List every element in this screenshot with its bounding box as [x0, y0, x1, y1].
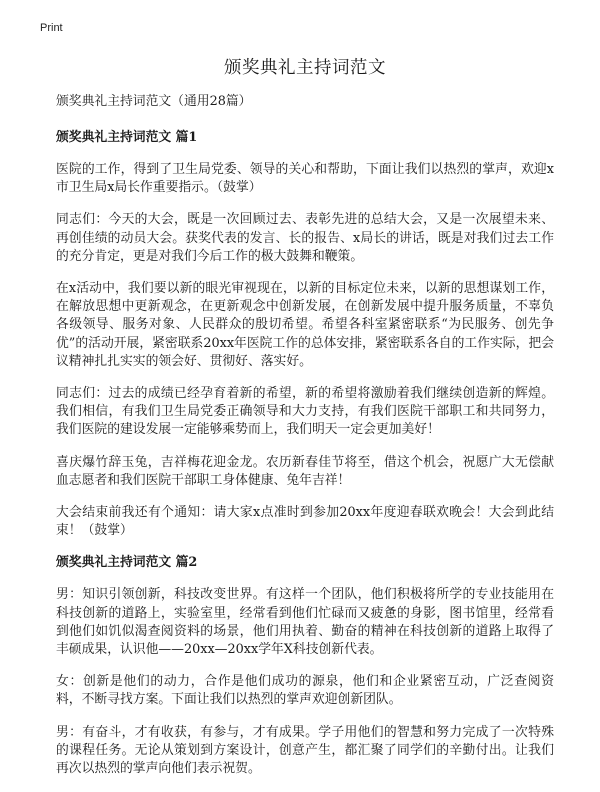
paragraph: 在x活动中，我们要以新的眼光审视现在，以新的目标定位未来，以新的思想谋划工作，在解放思想中更新观念，在更新观念中创新发展，在创新发展中提升服务质量，不辜负各级领导、服务对象、人民群众的殷切希望。希望各科室紧密联系“为民服务、创先争优”的活动开展，紧密联系20xx年医院工作的总体安排，紧密联系各自的工作实际，把会议精神扎扎实实的领会好、贯彻好、落实好。: [56, 281, 554, 369]
document-title: 颁奖典礼主持词范文: [224, 58, 386, 78]
paragraph: 同志们：过去的成绩已经孕育着新的希望，新的希望将激励着我们继续创造新的辉煌。我们相信，有我们卫生局党委正确领导和大力支持，有我们医院干部职工和共同努力，我们医院的建设发展一定能够乘势而上，我们明天一定会更加美好！: [56, 386, 554, 438]
paragraph: 大会结束前我还有个通知：请大家x点准时到参加20xx年度迎春联欢晚会！大会到此结束！（鼓掌）: [56, 505, 554, 539]
section-heading-1: 颁奖典礼主持词范文 篇1: [56, 130, 198, 145]
paragraph: 女：创新是他们的动力，合作是他们成功的源泉，他们和企业紧密互动，广泛查阅资料，不断寻找方案。下面让我们以热烈的掌声欢迎创新团队。: [56, 674, 554, 708]
paragraph: 医院的工作，得到了卫生局党委、领导的关心和帮助，下面让我们以热烈的掌声，欢迎x市卫生局x局长作重要指示。（鼓掌）: [56, 162, 554, 196]
paragraph: 男：知识引领创新，科技改变世界。有这样一个团队，他们积极将所学的专业技能用在科技创新的道路上，实验室里，经常看到他们忙碌而又疲惫的身影，图书馆里，经常看到他们如饥似渴查阅资料的场景，他们用执着、勤奋的精神在科技创新的道路上取得了丰硕成果，认识他——20xx—20xx学年X科技创新代表。: [56, 587, 554, 658]
print-link[interactable]: Print: [40, 22, 63, 34]
document-body: [56, 48, 554, 792]
paragraph: 喜庆爆竹辞玉兔，吉祥梅花迎金龙。农历新春佳节将至，借这个机会，祝愿广大无偿献血志愿者和我们医院干部职工身体健康、兔年吉祥！: [56, 454, 554, 488]
section-heading-2: 颁奖典礼主持词范文 篇2: [56, 555, 198, 571]
paragraph: 男：有奋斗，才有收获，有参与，才有成果。学子用他们的智慧和努力完成了一次特殊的课程任务。无论从策划到方案设计，创意产生，都汇聚了同学们的辛勤付出。让我们再次以热烈的掌声向他们表示祝贺。: [56, 724, 554, 777]
paragraph: 同志们：今天的大会，既是一次回顾过去、表彰先进的总结大会，又是一次展望未来、再创佳绩的动员大会。获奖代表的发言、长的报告、x局长的讲话，既是对我们过去工作的充分肯定，更是对我们今后工作的极大鼓舞和鞭策。: [56, 212, 554, 264]
document-subtitle: 颁奖典礼主持词范文（通用28篇）: [56, 94, 252, 109]
